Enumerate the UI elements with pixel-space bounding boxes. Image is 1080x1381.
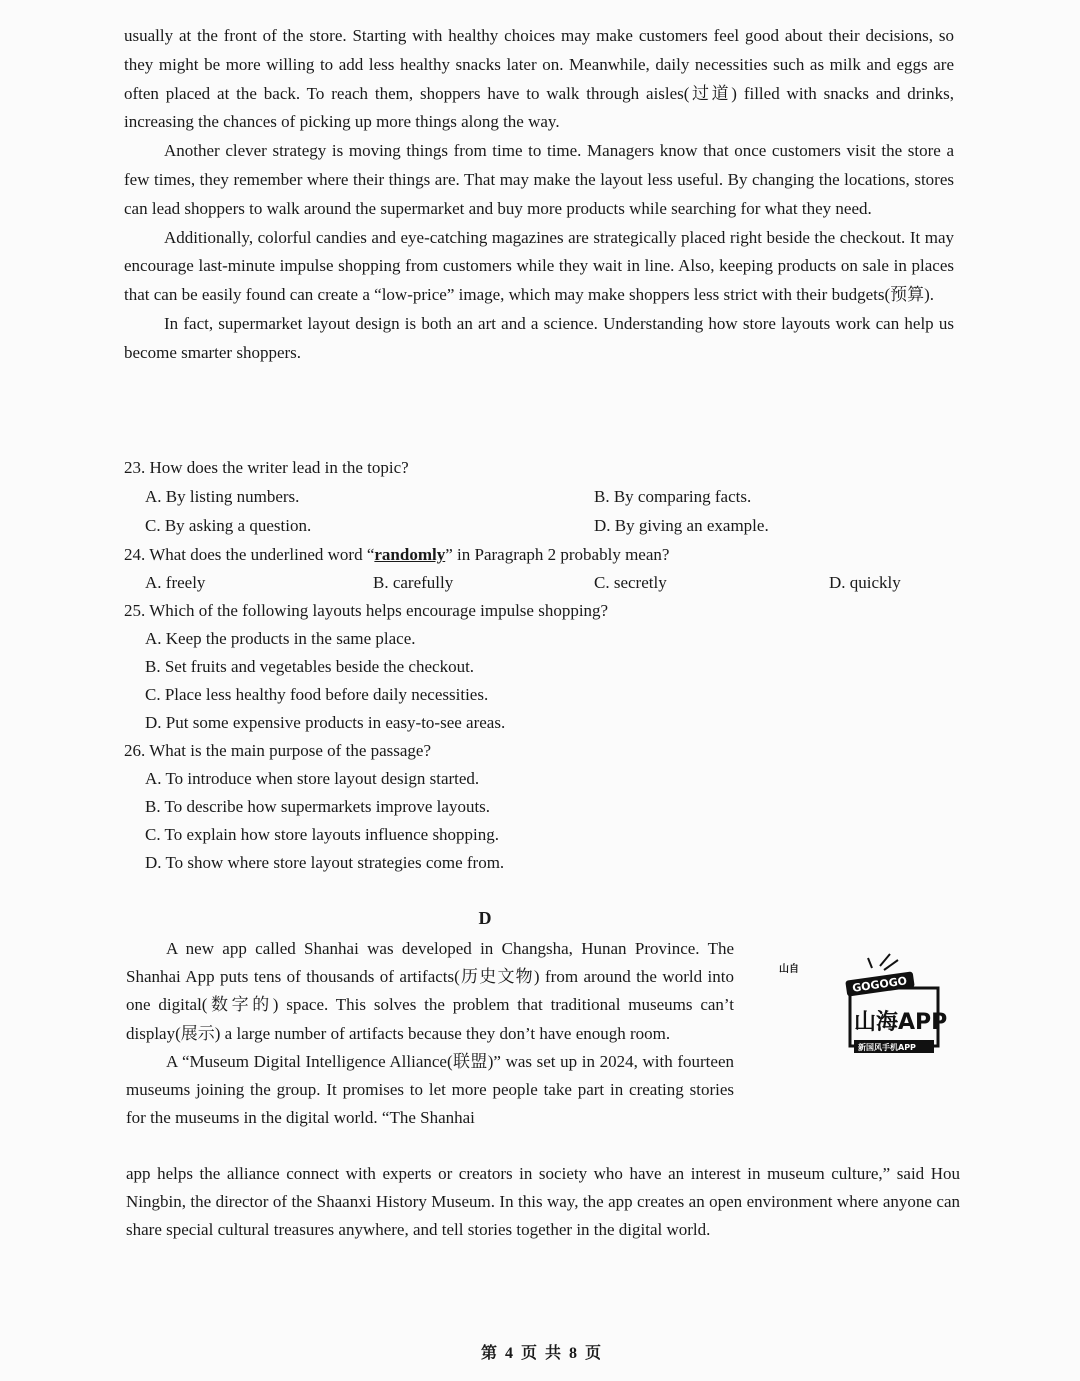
q25-option-b: B. Set fruits and vegetables beside the checkout. xyxy=(145,657,475,676)
paragraph-2: Another clever strategy is moving things from time to time. Managers know that once customers visit the store a few times, they remember where their things are. That may make the layout less useful. By changing the locations, stores can lead shoppers to walk around the supermarket and buy more products while searching for what they need. xyxy=(124,141,954,218)
question-25-stem: 25. Which of the following layouts helps encourage impulse shopping? xyxy=(124,601,609,620)
underlined-word: randomly xyxy=(374,545,446,564)
passage-d-wide xyxy=(126,1160,960,1245)
logo-top-text: GOGOGO xyxy=(851,974,908,995)
q26-option-c: C. To explain how store layouts influence shopping. xyxy=(145,825,500,844)
q24-option-b: B. carefully xyxy=(373,573,454,592)
shanhai-app-logo xyxy=(840,950,950,1065)
q23-option-a: A. By listing numbers. xyxy=(145,487,300,506)
q23-option-b: B. By comparing facts. xyxy=(594,487,752,506)
q26-option-d: D. To show where store layout strategies come from. xyxy=(145,853,505,872)
q24-stem-post: ” in Paragraph 2 probably mean? xyxy=(445,545,670,564)
question-26-stem: 26. What is the main purpose of the passage? xyxy=(124,741,432,760)
d-paragraph-2a: A “Museum Digital Intelligence Alliance(联盟)” was set up in 2024, with fourteen museums joining the group. It promises to let more people take part in creating stories for the museums in the digital world. “The Shanhai xyxy=(126,1051,734,1128)
question-24-stem xyxy=(124,541,669,569)
passage-c-text xyxy=(124,22,954,368)
q24-option-c: C. secretly xyxy=(594,573,667,592)
q26-option-b: B. To describe how supermarkets improve layouts. xyxy=(145,797,491,816)
q23-option-d: D. By giving an example. xyxy=(594,516,769,535)
paragraph-1: usually at the front of the store. Starting with healthy choices may make customers feel good about their decisions, so they might be more willing to add less healthy snacks later on. Meanwhile, daily necessities such as milk and eggs are often placed at the back. To reach them, shoppers have to walk through aisles(过道) filled with snacks and drinks, increasing the chances of picking up more things along the way. xyxy=(124,26,954,132)
section-heading-d: D xyxy=(478,908,492,928)
page-footer: 第 4 页 共 8 页 xyxy=(480,1345,603,1362)
question-23-stem: 23. How does the writer lead in the topic? xyxy=(124,458,409,477)
passage-d-narrow xyxy=(126,935,734,1132)
q25-option-a: A. Keep the products in the same place. xyxy=(145,629,416,648)
q26-option-a: A. To introduce when store layout design started. xyxy=(145,769,480,788)
logo-small-label: 山自 xyxy=(779,964,799,975)
paragraph-3: Additionally, colorful candies and eye-catching magazines are strategically placed right beside the checkout. It may encourage last-minute impulse shopping from customers while they wait in line. Also, keeping products on sale in places that can be easily found can create a “low-price” image, which may make shoppers less strict with their budgets(预算). xyxy=(124,227,954,305)
q23-option-c: C. By asking a question. xyxy=(145,516,312,535)
logo-graphic xyxy=(840,950,950,1065)
q24-option-a: A. freely xyxy=(145,573,206,592)
logo-bottom-text: 新国风手机APP xyxy=(858,1043,916,1052)
q25-option-d: D. Put some expensive products in easy-to-see areas. xyxy=(145,713,506,732)
logo-main-text: 山海APP xyxy=(854,1010,948,1035)
q25-option-c: C. Place less healthy food before daily necessities. xyxy=(145,685,489,704)
paragraph-4: In fact, supermarket layout design is both an art and a science. Understanding how store layouts work can help us become smarter shoppers. xyxy=(124,313,954,362)
q24-option-d: D. quickly xyxy=(829,573,901,592)
d-paragraph-1: A new app called Shanhai was developed in Changsha, Hunan Province. The Shanhai App puts tens of thousands of artifacts(历史文物) from around the world into one digital(数字的) space. This solves the problem that traditional museums can’t display(展示) a large number of artifacts because they don’t have enough room. xyxy=(126,939,734,1043)
d-paragraph-2b: app helps the alliance connect with experts or creators in society who have an interest in museum culture,” said Hou Ningbin, the director of the Shaanxi History Museum. In this way, the app creates an open environment where anyone can share special cultural treasures anywhere, and tell stories together in the digital world. xyxy=(126,1164,960,1240)
q24-stem-pre: 24. What does the underlined word “ xyxy=(124,545,375,564)
